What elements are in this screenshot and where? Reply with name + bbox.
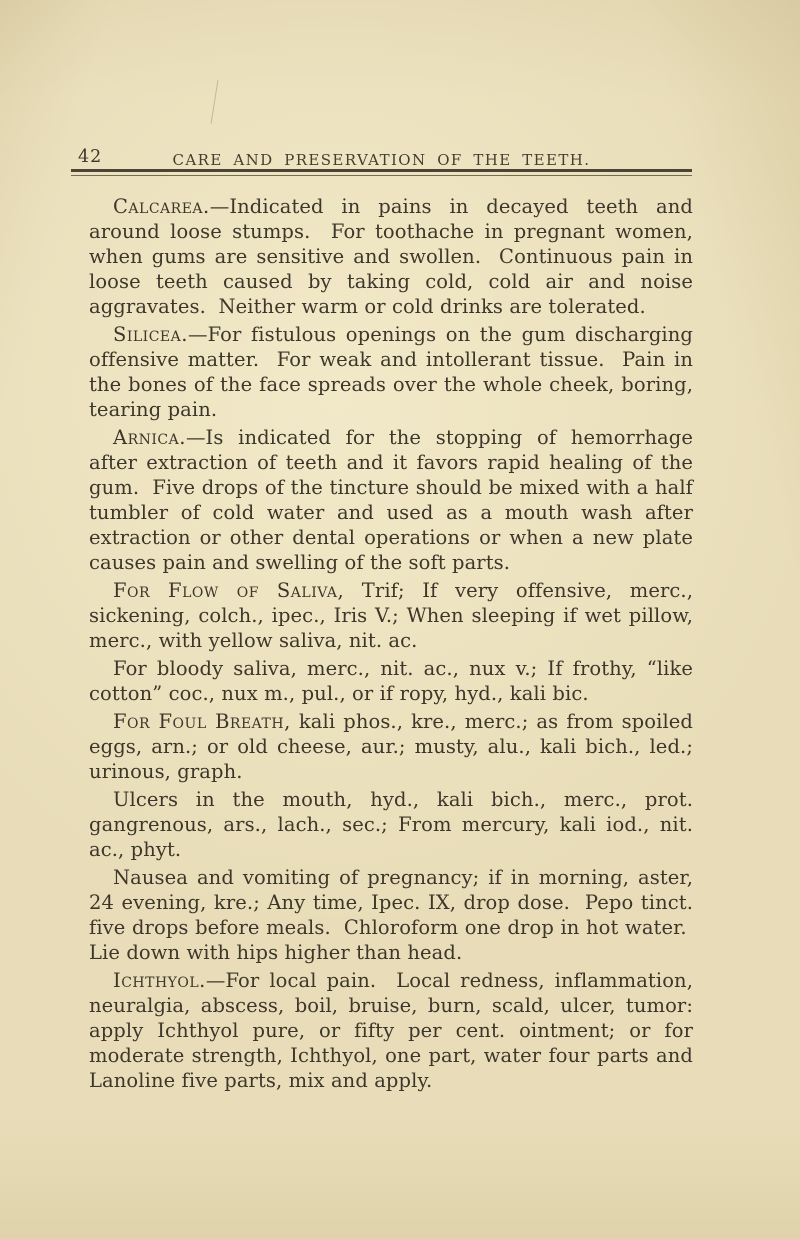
- remedy-name: For Foul Breath,: [113, 710, 291, 733]
- remedy-name: Calcarea.: [113, 195, 210, 218]
- paragraph: Ulcers in the mouth, hyd., kali bich., merc., prot. gangrenous, ars., lach., sec.; From mercury, kali iod., nit. ac., phyt.: [89, 788, 693, 861]
- page-header: [71, 148, 692, 168]
- remedy-name: Ichthyol.: [113, 969, 206, 992]
- header-rule: [71, 169, 692, 176]
- paragraph: Calcarea.—Indicated in pains in decayed teeth and around loose stumps. For toothache in pregnant women, when gums are sensitive and swollen. Continuous pain in loose teeth caused by taking cold, cold air and noise aggravates. Neither warm or cold drinks are tolerated.: [89, 195, 693, 318]
- paragraph: For bloody saliva, merc., nit. ac., nux v.; If frothy, “like cotton” coc., nux m., pul., or if ropy, hyd., kali bic.: [89, 657, 693, 705]
- paper-scratch: [211, 80, 219, 124]
- paragraph: Silicea.—For fistulous openings on the gum discharging offensive matter. For weak and intollerant tissue. Pain in the bones of the face spreads over the whole cheek, boring, tearing pain.: [89, 323, 693, 421]
- header-rule-thin: [71, 175, 692, 176]
- page-body: [89, 194, 693, 1096]
- paragraph: For Foul Breath, kali phos., kre., merc.; as from spoiled eggs, arn.; or old cheese, aur.; musty, alu., kali bich., led.; urinous, graph.: [89, 710, 693, 783]
- paragraph: Nausea and vomiting of pregnancy; if in morning, aster, 24 evening, kre.; Any time, Ipec. IX, drop dose. Pepo tinct. five drops before meals. Chloroform one drop in hot water. Lie down with hips higher than head.: [89, 866, 693, 964]
- remedy-name: For Flow of Saliva,: [113, 579, 345, 602]
- remedy-name: Silicea.: [113, 323, 188, 346]
- paragraph: For Flow of Saliva, Trif; If very offensive, merc., sickening, colch., ipec., Iris V.; When sleeping if wet pillow, merc., with yellow saliva, nit. ac.: [89, 579, 693, 652]
- paragraph: Ichthyol.—For local pain. Local redness, inflammation, neuralgia, abscess, boil, bruise, burn, scald, ulcer, tumor: apply Ichthyol pure, or fifty per cent. ointment; or for moderate strength, Ichthyol, one part, water four parts and Lanoline five parts, mix and apply.: [89, 969, 693, 1092]
- header-rule-thick: [71, 169, 692, 172]
- page-number: 42: [78, 147, 103, 167]
- remedy-name: Arnica.: [113, 426, 186, 449]
- paragraph: Arnica.—Is indicated for the stopping of hemorrhage after extraction of teeth and it favors rapid healing of the gum. Five drops of the tincture should be mixed with a half tumbler of cold water and used as a mouth wash after extraction or other dental operations or when a new plate causes pain and swelling of the soft parts.: [89, 426, 693, 574]
- running-header-title: CARE AND PRESERVATION OF THE TEETH.: [172, 151, 591, 169]
